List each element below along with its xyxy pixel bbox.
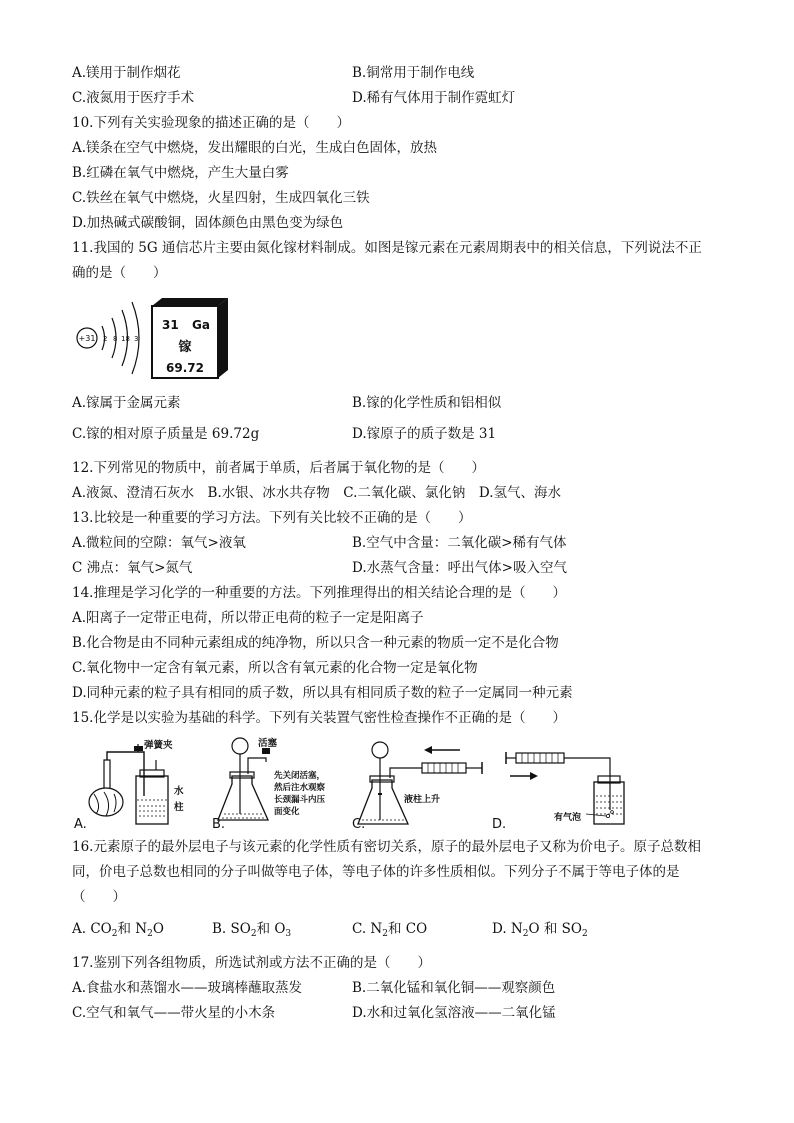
shell-electrons-4: 3 [134, 335, 139, 343]
note-line-2: 然后注水观察 [274, 783, 326, 793]
note-line-3: 长颈漏斗内压 [274, 795, 326, 805]
q12-stem: 12.下列常见的物质中，前者属于单质，后者属于氧化物的是（ ） [72, 460, 485, 476]
spring-clip [134, 746, 143, 751]
flask-neck [104, 760, 110, 788]
q14-option-a: A.阳离子一定带正电荷，所以带正电荷的粒子一定是阳离子 [72, 610, 424, 626]
shell-electrons-2: 8 [113, 335, 118, 343]
syringe-c [422, 763, 466, 773]
option-d-label: D. [492, 817, 507, 832]
flask-b [218, 776, 268, 820]
q11-option-d: D.镓原子的质子数是 31 [352, 426, 497, 442]
q16-stem-line2: 同，价电子总数也相同的分子叫做等电子体，等电子体的许多性质相似。下列分子不属于等电子体的是 [72, 864, 680, 880]
q11-stem-line1: 11.我国的 5G 通信芯片主要由氮化镓材料制成。如图是镓元素在元素周期表中的相关信息，下列说法不正 [72, 240, 702, 256]
apparatus-b [210, 734, 350, 832]
nucleus-charge: +31 [78, 334, 96, 343]
q11-option-c: C.镓的相对原子质量是 69.72g [72, 426, 260, 442]
q10-option-b: B.红磷在氧气中燃烧，产生大量白雾 [72, 165, 289, 181]
q12-options: A.液氮、澄清石灰水 B.水银、冰水共存物 C.二氧化碳、氯化钠 D.氢气、海水 [72, 485, 562, 501]
option-c-label: C. [352, 817, 366, 832]
cell-side-face [218, 298, 228, 378]
option-a-label: A. [74, 817, 87, 832]
water-column-label-2: 柱 [174, 802, 184, 813]
q13-stem: 13.比较是一种重要的学习方法。下列有关比较不正确的是（ ） [72, 510, 472, 526]
q16-stem-line1: 16.元素原子的最外层电子与该元素的化学性质有密切关系，原子的最外层电子又称为价电子。原子总数相 [72, 839, 701, 855]
apparatus-d [490, 736, 626, 832]
apparatus-c [350, 736, 490, 832]
q13-option-d: D.水蒸气含量：呼出气体>吸入空气 [352, 560, 567, 576]
element-number: 31 [162, 318, 179, 332]
atom-structure-diagram [74, 296, 146, 380]
q10-option-c: C.铁丝在氧气中燃烧，火星四射，生成四氧化三铁 [72, 190, 370, 206]
q17-stem: 17.鉴别下列各组物质，所选试剂或方法不正确的是（ ） [72, 955, 431, 971]
shell-electrons-3: 18 [121, 335, 130, 343]
spring-clip-label: 弹簧夹 [144, 740, 173, 751]
element-name: 镓 [178, 340, 192, 355]
q10-option-d: D.加热碱式碳酸铜，固体颜色由黑色变为绿色 [72, 215, 344, 231]
q15-stem: 15.化学是以实验为基础的科学。下列有关装置气密性检查操作不正确的是（ ） [72, 710, 566, 726]
funnel-bulb-c [372, 742, 388, 758]
flask-c [358, 780, 408, 824]
liquid-rise-label: 液柱上升 [404, 795, 441, 805]
q10-option-a: A.镁条在空气中燃烧，发出耀眼的白光，生成白色固体，放热 [72, 140, 438, 156]
q10-stem: 10.下列有关实验现象的描述正确的是（ ） [72, 115, 350, 131]
q16-stem-line3: （ ） [72, 889, 126, 905]
q9-option-a: A.镁用于制作烟花 [72, 65, 181, 81]
option-b-label: B. [212, 817, 226, 832]
q11-option-a: A.镓属于金属元素 [72, 395, 181, 411]
q13-option-c: C 沸点：氧气>氮气 [72, 560, 193, 576]
piston-label: 活塞 [258, 738, 278, 749]
element-mass: 69.72 [166, 361, 204, 375]
q13-option-a: A.微粒间的空隙：氧气>液氧 [72, 535, 246, 551]
q16-option-c: C. $N_2$和 CO [352, 921, 428, 939]
q14-option-c: C.氧化物中一定含有氧元素，所以含有氧元素的化合物一定是氧化物 [72, 660, 478, 676]
q16-option-d: D. $N_2O$ 和 $SO_2$ [492, 921, 588, 939]
apparatus-a [74, 736, 194, 832]
element-symbol: Ga [192, 318, 210, 332]
periodic-table-cell [150, 296, 230, 380]
q9-option-b: B.铜常用于制作电线 [352, 65, 475, 81]
q14-option-b: B.化合物是由不同种元素组成的纯净物，所以只含一种元素的物质一定不是化合物 [72, 635, 559, 651]
q9-option-d: D.稀有气体用于制作霓虹灯 [352, 90, 516, 106]
water-column-label-1: 水 [174, 786, 184, 797]
q9-option-c: C.液氮用于医疗手术 [72, 90, 195, 106]
funnel-bulb [232, 738, 248, 754]
q16-option-a: A. $CO_2$和 $N_2O$ [72, 921, 164, 939]
q16-option-b: B. $SO_2$和 $O_3$ [212, 921, 292, 939]
note-line-4: 面变化 [274, 807, 300, 817]
bubble-label: 有气泡 [554, 813, 582, 823]
q17-option-a: A.食盐水和蒸馏水——玻璃棒蘸取蒸发 [72, 980, 303, 996]
hand-flask [89, 788, 123, 816]
q17-option-d: D.水和过氧化氢溶液——二氧化锰 [352, 1005, 556, 1021]
q17-option-c: C.空气和氧气——带火星的小木条 [72, 1005, 276, 1021]
q14-stem: 14.推理是学习化学的一种重要的方法。下列推理得出的相关结论合理的是（ ） [72, 585, 566, 601]
q17-option-b: B.二氧化锰和氧化铜——观察颜色 [352, 980, 556, 996]
q11-stem-line2: 确的是（ ） [72, 265, 167, 281]
q11-option-b: B.镓的化学性质和铝相似 [352, 395, 502, 411]
cell-top-face [152, 298, 228, 306]
q13-option-b: B.空气中含量：二氧化碳>稀有气体 [352, 535, 567, 551]
note-line-1: 先关闭活塞， [274, 771, 326, 781]
water-a [137, 800, 167, 823]
q14-option-d: D.同种元素的粒子具有相同的质子数，所以具有相同质子数的粒子一定属同一种元素 [72, 685, 573, 701]
shell-electrons-1: 2 [103, 335, 108, 343]
